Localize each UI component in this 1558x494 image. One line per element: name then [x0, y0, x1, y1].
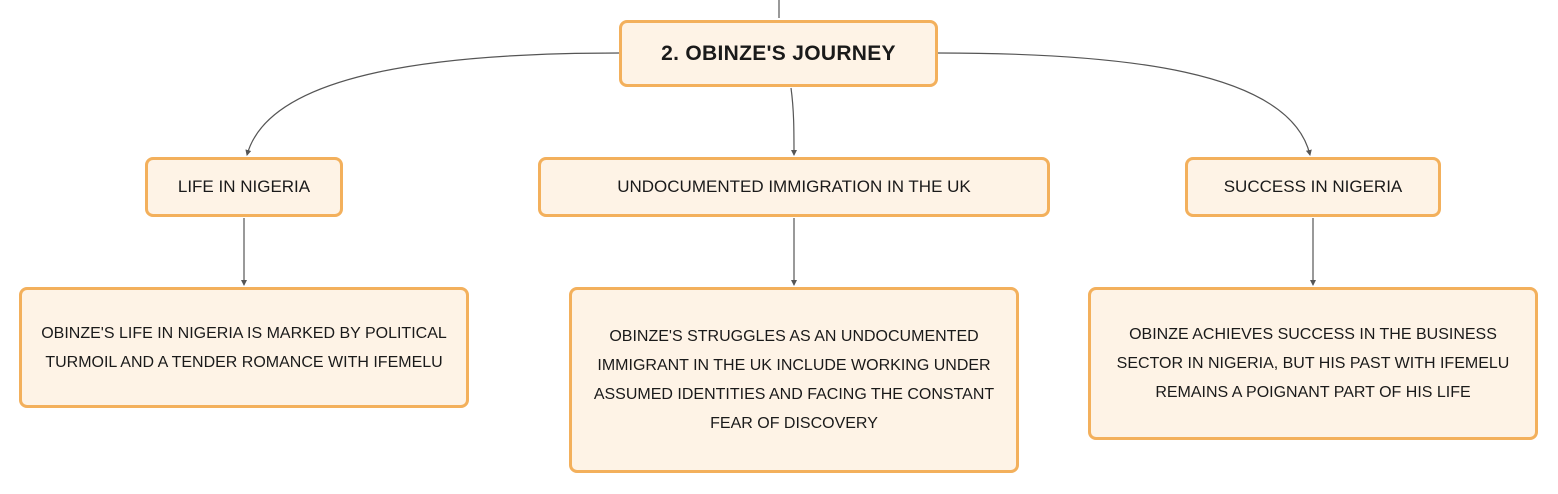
branch-node-label: UNDOCUMENTED IMMIGRATION IN THE UK — [617, 177, 971, 196]
branch-node-label: LIFE IN NIGERIA — [177, 177, 311, 196]
connector-root-to-life-in-nigeria — [247, 53, 619, 155]
connector-root-to-undocumented-immigration — [791, 88, 794, 155]
root-node[interactable] — [619, 20, 938, 87]
root-node-label: 2. OBINZE'S JOURNEY — [661, 41, 896, 65]
detail-node-life-in-nigeria[interactable] — [19, 287, 469, 408]
branch-node-undocumented-immigration[interactable] — [538, 157, 1050, 217]
branch-node-label: SUCCESS IN NIGERIA — [1223, 177, 1403, 196]
connector-root-to-success-in-nigeria — [938, 53, 1310, 155]
detail-node-success-in-nigeria[interactable] — [1088, 287, 1538, 440]
branch-node-success-in-nigeria[interactable] — [1185, 157, 1441, 217]
detail-node-undocumented-immigration[interactable] — [569, 287, 1019, 473]
detail-node-text: OBINZE ACHIEVES SUCCESS IN THE BUSINESS SECTOR IN NIGERIA, BUT HIS PAST WITH IFEMELU REMAINS A POIGNANT PART OF HIS LIFE — [1116, 326, 1510, 401]
detail-node-text: OBINZE'S LIFE IN NIGERIA IS MARKED BY POLITICAL TURMOIL AND A TENDER ROMANCE WITH IFEMELU — [41, 324, 447, 371]
branch-node-life-in-nigeria[interactable] — [145, 157, 343, 217]
detail-node-text: OBINZE'S STRUGGLES AS AN UNDOCUMENTED IMMIGRANT IN THE UK INCLUDE WORKING UNDER ASSUMED IDENTITIES AND FACING THE CONSTANT FEAR OF DISCOVERY — [593, 328, 995, 432]
